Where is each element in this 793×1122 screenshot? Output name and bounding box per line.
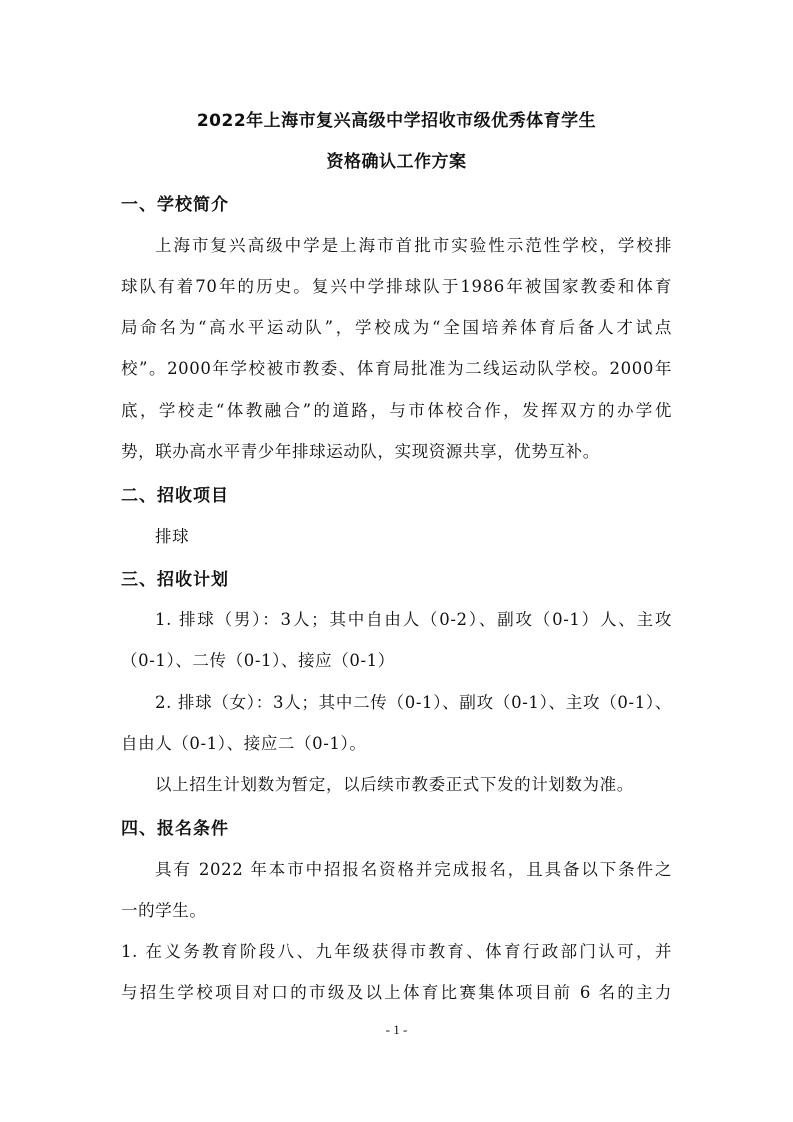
paragraph-line: 自由人（0-1）、接应二（0-1）。: [121, 734, 367, 753]
paragraph-line: 校”。2000年学校被市教委、体育局批准为二线运动队学校。2000年: [121, 359, 672, 378]
paragraph-line: 球队有着70年的历史。复兴中学排球队于1986年被国家教委和体育: [121, 277, 672, 296]
paragraph-line: 与招生学校项目对口的市级及以上体育比赛集体项目前 6 名的主力: [121, 983, 672, 1002]
paragraph-line: 2. 排球（女）：3人；其中二传（0-1）、副攻（0-1）、主攻（0-1）、: [155, 693, 672, 712]
section-heading-programs: 二、招收项目: [121, 486, 229, 506]
paragraph-line: 底，学校走“体教融合”的道路，与市体校合作，发挥双方的办学优: [121, 401, 672, 420]
section-heading-school-intro: 一、学校简介: [121, 195, 229, 215]
paragraph-line: 以上招生计划数为暂定，以后续市教委正式下发的计划数为准。: [155, 775, 634, 794]
section-heading-plan: 三、招收计划: [121, 570, 229, 590]
page-number: - 1 -: [385, 1022, 408, 1037]
paragraph-line: 一的学生。: [121, 901, 207, 920]
paragraph-line: 势，联办高水平青少年排球运动队，实现资源共享，优势互补。: [121, 442, 600, 461]
paragraph-line: 1. 在义务教育阶段八、九年级获得市教育、体育行政部门认可，并: [121, 942, 672, 961]
paragraph-line: 具有 2022 年本市中招报名资格并完成报名，且具备以下条件之: [155, 860, 672, 879]
paragraph-line: 局命名为“高水平运动队”，学校成为“全国培养体育后备人才试点: [121, 318, 672, 337]
paragraph-line: （0-1）、二传（0-1）、接应（0-1）: [121, 651, 395, 670]
document-subtitle: 资格确认工作方案: [326, 152, 467, 172]
document-title: 2022年上海市复兴高级中学招收市级优秀体育学生: [196, 111, 597, 131]
paragraph-line: 1. 排球（男）：3人；其中自由人（0-2）、副攻（0-1）人、主攻: [155, 610, 672, 629]
section-heading-requirements: 四、报名条件: [121, 819, 229, 839]
paragraph-line: 上海市复兴高级中学是上海市首批市实验性示范性学校，学校排: [155, 236, 672, 255]
paragraph-line: 排球: [155, 527, 190, 546]
